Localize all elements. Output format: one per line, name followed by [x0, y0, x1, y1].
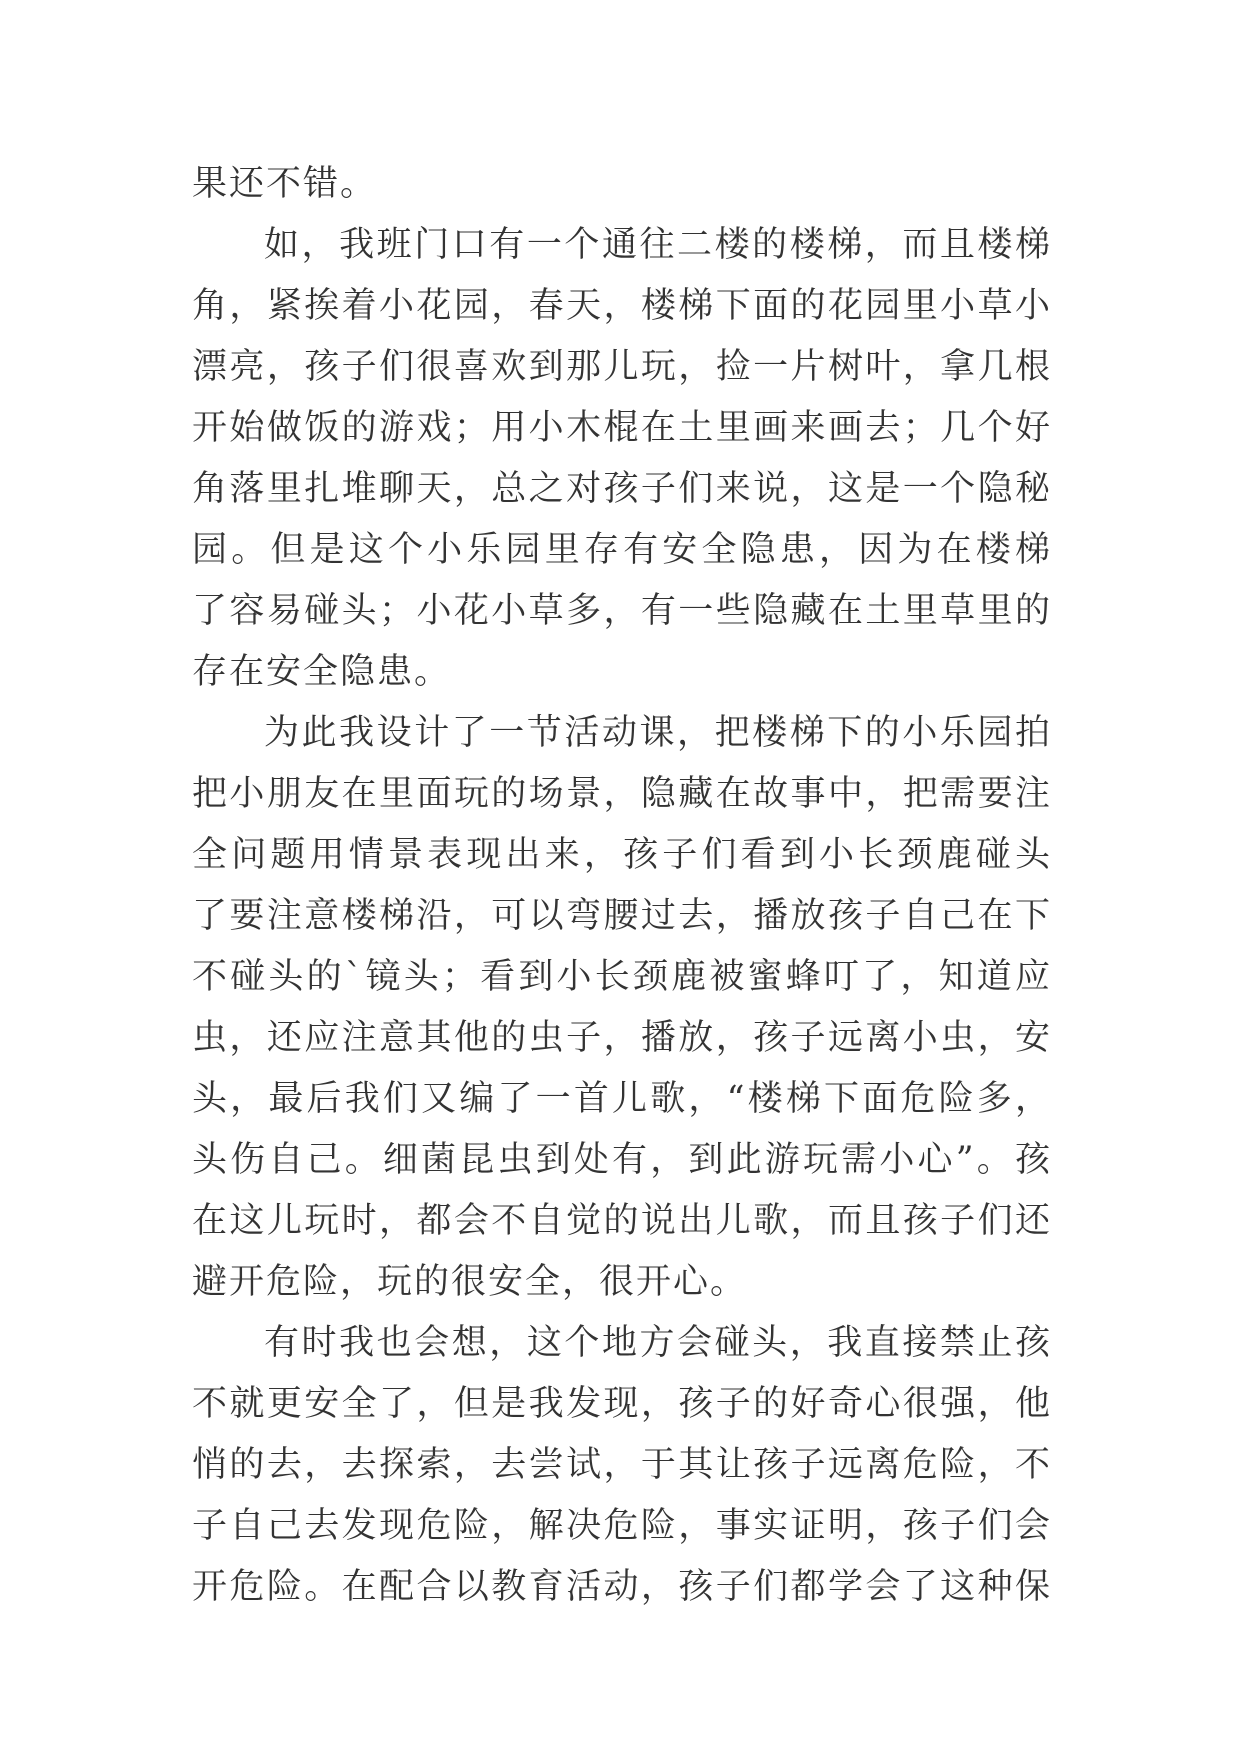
- text-line: 了容易碰头；小花小草多，有一些隐藏在土里草里的: [192, 591, 1052, 631]
- text-line: 把小朋友在里面玩的场景，隐藏在故事中，把需要注: [192, 774, 1052, 814]
- text-line: 不就更安全了，但是我发现，孩子的好奇心很强，他: [192, 1384, 1052, 1424]
- text-line: 在这儿玩时，都会不自觉的说出儿歌，而且孩子们还: [192, 1201, 1052, 1241]
- text-line: 开始做饭的游戏；用小木棍在土里画来画去；几个好: [192, 408, 1052, 448]
- text-line: 子自己去发现危险，解决危险，事实证明，孩子们会: [192, 1506, 1052, 1546]
- text-line: 有时我也会想，这个地方会碰头，我直接禁止孩: [264, 1323, 1052, 1363]
- text-line: 角，紧挨着小花园，春天，楼梯下面的花园里小草小: [192, 286, 1052, 326]
- text-line: 不碰头的`镜头；看到小长颈鹿被蜜蜂叮了，知道应: [192, 957, 1052, 997]
- body-text: [192, 154, 1052, 1618]
- text-line: 了要注意楼梯沿，可以弯腰过去，播放孩子自己在下: [192, 896, 1052, 936]
- text-line: 为此我设计了一节活动课，把楼梯下的小乐园拍: [264, 713, 1052, 753]
- text-line: 悄的去，去探索，去尝试，于其让孩子远离危险，不: [192, 1445, 1052, 1485]
- text-line: 如，我班门口有一个通往二楼的楼梯，而且楼梯: [264, 225, 1052, 265]
- text-line: 漂亮，孩子们很喜欢到那儿玩，捡一片树叶，拿几根: [192, 347, 1052, 387]
- text-line: 虫，还应注意其他的虫子，播放，孩子远离小虫，安: [192, 1018, 1052, 1058]
- text-line: 存在安全隐患。: [192, 652, 452, 692]
- text-line: 头伤自己。细菌昆虫到处有，到此游玩需小心”。孩: [192, 1140, 1052, 1180]
- text-line: 开危险。在配合以教育活动，孩子们都学会了这种保: [192, 1567, 1052, 1607]
- text-line: 全问题用情景表现出来，孩子们看到小长颈鹿碰头: [192, 835, 1052, 875]
- text-line: 果还不错。: [192, 164, 378, 204]
- text-line: 园。但是这个小乐园里存有安全隐患，因为在楼梯: [192, 530, 1052, 570]
- text-line: 避开危险，玩的很安全，很开心。: [192, 1262, 748, 1302]
- text-line: 头，最后我们又编了一首儿歌，“楼梯下面危险多，: [192, 1079, 1052, 1119]
- text-line: 角落里扎堆聊天，总之对孩子们来说，这是一个隐秘: [192, 469, 1052, 509]
